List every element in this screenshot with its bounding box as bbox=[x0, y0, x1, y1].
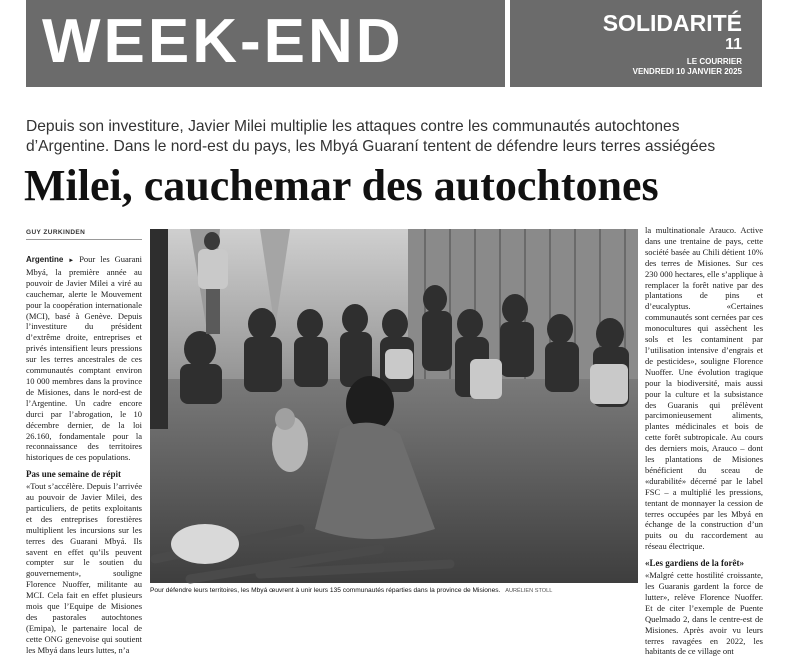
publication-date: VENDREDI 10 JANVIER 2025 bbox=[632, 67, 742, 76]
paragraph-text: «Malgré cette hostilité croissante, les Guaranis gardent la force de lutter», relève Florence Nuoffer. Et de citer l’exemple de Puente Quelmado 2, dans le centre-est de Misiones. Après avoir vu leurs terres ravagées en 2022, les habitants de ce village ont bbox=[645, 570, 763, 657]
publication-name: LE COURRIER bbox=[686, 57, 742, 66]
rubric-title: SOLIDARITÉ bbox=[602, 10, 742, 36]
caption-text: Pour défendre leurs territoires, les Mbyá œuvrent à unir leurs 135 communautés réparties dans la province de Misiones. bbox=[150, 587, 501, 594]
article-column-right bbox=[645, 225, 763, 657]
section-title: WEEK-END bbox=[42, 7, 404, 76]
lead-label: Argentine bbox=[26, 255, 64, 264]
page-info-banner bbox=[510, 0, 762, 87]
photo-caption bbox=[150, 586, 642, 596]
paragraph-text: Pour les Guarani Mbyá, la première année au pouvoir de Javier Milei a viré au cauchemar, alerte le Mouvement pour la coopération internationale (MCI), basé à Genève. Depuis l’investiture du président d’extrême droite, entreprises et privés intensifient leurs pressions sur les terres ancestrales de ces communautés comptant environ 10 000 membres dans la province de Misiones, dans le nord-est de l’Argentine. Un cadre encore durci par l’abrogation, le 10 décembre dernier, de la loi 26.160, fondamentale pour la reconnaissance des territoires historiques de ces populations. bbox=[26, 254, 142, 463]
section-banner bbox=[26, 0, 505, 87]
photo-credit: AURÉLIEN STOLL bbox=[505, 588, 553, 594]
paragraph-text: la multinationale Arauco. Active dans une trentaine de pays, cette société basée au Chili détient 10% des terres de Misiones. Sur ces 230 000 hectares, elle s’applique à remplacer la forêt native par des plantations de pins et d’eucalyptus. «Certaines communautés sont cernées par ces monocultures qui assèchent les sols et les contaminent par l’utilisation intensive d’engrais et de pesticides», souligne Florence Nuoffer. Une évolution tragique pour la biodiversité, mais aussi pour la culture et la subsistance des Guaranis qui prélèvent parcimonieusement aliments, plantes médicinales et bois de cette forêt subtropicale. Au cours des derniers mois, Arauco – dont les plantations de Misiones bénéficient du sceau de «durabilité» décerné par le label FSC – a multiplié les pressions, tentant de monnayer la cession de terres occupées par les Mbyá en échange de la construction d’un puits ou du raccordement au réseau électrique. bbox=[645, 225, 763, 552]
subheading: «Les gardiens de la forêt» bbox=[645, 558, 744, 569]
article-headline: Milei, cauchemar des autochtones bbox=[24, 161, 659, 210]
page-number: 11 bbox=[725, 36, 742, 53]
lead-paragraph bbox=[26, 254, 142, 463]
article-byline: GUY ZURKINDEN bbox=[26, 229, 142, 240]
article-deck: Depuis son investiture, Javier Milei multiplie les attaques contre les communautés autochtones d’Argentine. Dans le nord-est du pays, les Mbyá Guaraní tentent de défendre leurs terres assiégées bbox=[26, 118, 716, 155]
article-column-left bbox=[26, 254, 142, 655]
paragraph-text: «Tout s’accélère. Depuis l’arrivée au pouvoir de Javier Milei, des particuliers, de petits exploitants et des entreprises forestières multiplient les incursions sur les terres des Guarani Mbyá. Ils savent en effet qu’ils peuvent compter sur le soutien du gouvernement», souligne Florence Nuoffer, militante au MCI. Cela fait en effet plusieurs mois que l’Equipe de Misiones des pastorales autochtones (Emipa), le partenaire local de cette ONG genevoise qui soutient les Mbyá dans leurs luttes, n’a bbox=[26, 481, 142, 655]
subheading: Pas une semaine de répit bbox=[26, 469, 121, 480]
lead-arrow-icon: ► bbox=[68, 258, 75, 264]
article-photo bbox=[150, 229, 638, 583]
